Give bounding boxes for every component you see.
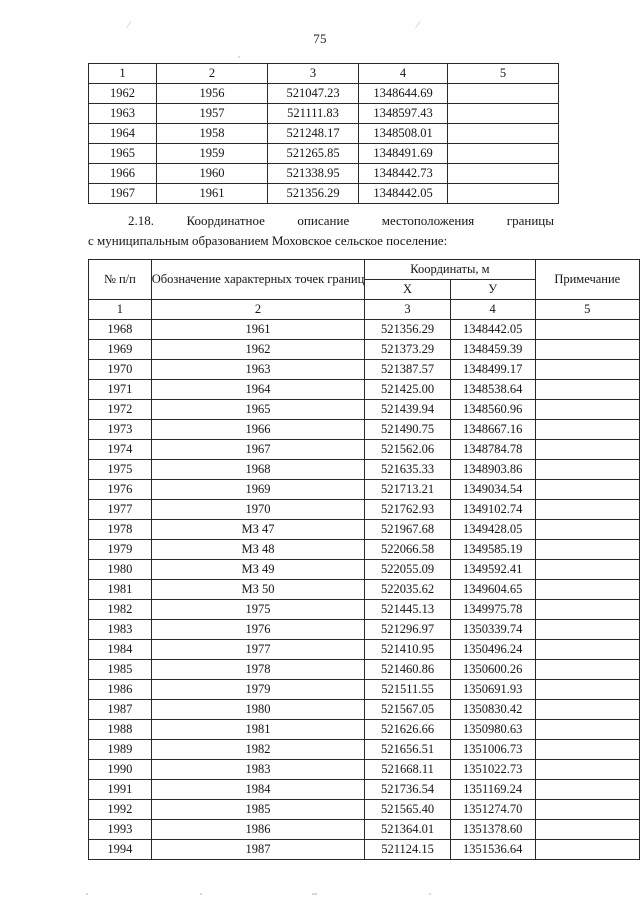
column-number-cell: 3 xyxy=(268,64,359,84)
paragraph-word: Координатное xyxy=(186,213,265,228)
coordinate-y: 1348442.05 xyxy=(359,184,448,204)
point-designation: 1979 xyxy=(151,680,365,700)
row-number: 1988 xyxy=(89,720,152,740)
row-number: 1977 xyxy=(89,500,152,520)
coordinate-x: 521713.21 xyxy=(365,480,451,500)
table-row xyxy=(89,184,559,204)
table-row xyxy=(89,620,640,640)
table-row xyxy=(89,580,640,600)
table-row xyxy=(89,164,559,184)
coordinate-y: 1349585.19 xyxy=(450,540,535,560)
scan-speck xyxy=(200,893,202,895)
table-row xyxy=(89,560,640,580)
point-designation: 1977 xyxy=(151,640,365,660)
coordinate-y: 1348491.69 xyxy=(359,144,448,164)
row-number: 1991 xyxy=(89,780,152,800)
table-row xyxy=(89,660,640,680)
row-number: 1989 xyxy=(89,740,152,760)
coordinate-x: 521356.29 xyxy=(268,184,359,204)
row-number: 1968 xyxy=(89,320,152,340)
coordinate-x: 521490.75 xyxy=(365,420,451,440)
header-row-primary xyxy=(89,260,640,280)
coordinate-y: 1350830.42 xyxy=(450,700,535,720)
note-cell xyxy=(535,560,639,580)
point-designation: 1962 xyxy=(151,340,365,360)
coordinate-x: 521567.05 xyxy=(365,700,451,720)
column-number-cell: 2 xyxy=(151,300,365,320)
point-designation: 1969 xyxy=(151,480,365,500)
paragraph-line-2: с муниципальным образованием Моховское сельское поселение: xyxy=(88,233,448,248)
point-designation: 1964 xyxy=(151,380,365,400)
note-cell xyxy=(535,740,639,760)
row-number: 1990 xyxy=(89,760,152,780)
note-cell xyxy=(448,84,559,104)
row-number: 1981 xyxy=(89,580,152,600)
row-number: 1974 xyxy=(89,440,152,460)
row-number: 1979 xyxy=(89,540,152,560)
row-number: 1967 xyxy=(89,184,157,204)
note-cell xyxy=(535,820,639,840)
note-cell xyxy=(535,800,639,820)
note-cell xyxy=(535,760,639,780)
table-row xyxy=(89,480,640,500)
column-number-cell: 1 xyxy=(89,300,152,320)
row-number: 1966 xyxy=(89,164,157,184)
table-row xyxy=(89,760,640,780)
point-designation: МЗ 47 xyxy=(151,520,365,540)
point-designation: 1961 xyxy=(151,320,365,340)
note-cell xyxy=(535,640,639,660)
table-row xyxy=(89,124,559,144)
coordinate-x: 521425.00 xyxy=(365,380,451,400)
table-row xyxy=(89,840,640,860)
coordinate-y: 1350980.63 xyxy=(450,720,535,740)
table-row xyxy=(89,320,640,340)
point-designation: 1956 xyxy=(157,84,268,104)
coordinate-x: 521265.85 xyxy=(268,144,359,164)
table-row xyxy=(89,700,640,720)
table-row xyxy=(89,340,640,360)
paragraph-word: описание xyxy=(297,213,350,228)
note-cell xyxy=(535,520,639,540)
coordinate-x: 521736.54 xyxy=(365,780,451,800)
coordinate-x: 521410.95 xyxy=(365,640,451,660)
row-number: 1975 xyxy=(89,460,152,480)
row-number: 1973 xyxy=(89,420,152,440)
section-paragraph xyxy=(88,211,554,251)
note-cell xyxy=(535,580,639,600)
coordinate-x: 521296.97 xyxy=(365,620,451,640)
point-designation: 1975 xyxy=(151,600,365,620)
point-designation: 1980 xyxy=(151,700,365,720)
point-designation: 1986 xyxy=(151,820,365,840)
table-header xyxy=(89,260,640,300)
table-row xyxy=(89,820,640,840)
note-cell xyxy=(535,400,639,420)
table-row xyxy=(89,104,559,124)
coordinate-x: 521635.33 xyxy=(365,460,451,480)
note-cell xyxy=(535,480,639,500)
point-designation: 1961 xyxy=(157,184,268,204)
note-cell xyxy=(535,780,639,800)
column-number-cell: 5 xyxy=(535,300,639,320)
header-x: X xyxy=(365,280,451,300)
table-row xyxy=(89,680,640,700)
paragraph-line-1 xyxy=(88,211,554,231)
coordinate-x: 521047.23 xyxy=(268,84,359,104)
table-row xyxy=(89,600,640,620)
note-cell xyxy=(535,360,639,380)
coordinate-y: 1350600.26 xyxy=(450,660,535,680)
note-cell xyxy=(535,600,639,620)
scan-artifact-right: ⁄ xyxy=(417,20,419,31)
coordinate-x: 521460.86 xyxy=(365,660,451,680)
row-number: 1984 xyxy=(89,640,152,660)
coordinate-y: 1351006.73 xyxy=(450,740,535,760)
point-designation: 1963 xyxy=(151,360,365,380)
coordinate-x: 521445.13 xyxy=(365,600,451,620)
coordinate-x: 521511.55 xyxy=(365,680,451,700)
point-designation: 1965 xyxy=(151,400,365,420)
note-cell xyxy=(535,380,639,400)
coordinate-x: 521248.17 xyxy=(268,124,359,144)
paragraph-word: границы xyxy=(506,213,554,228)
table-row xyxy=(89,800,640,820)
table-row xyxy=(89,720,640,740)
note-cell xyxy=(448,104,559,124)
table-row xyxy=(89,84,559,104)
coordinate-x: 521124.15 xyxy=(365,840,451,860)
table-row xyxy=(89,360,640,380)
note-cell xyxy=(448,164,559,184)
coordinate-y: 1350496.24 xyxy=(450,640,535,660)
point-designation: 1957 xyxy=(157,104,268,124)
row-number: 1978 xyxy=(89,520,152,540)
coordinate-x: 521762.93 xyxy=(365,500,451,520)
table-row xyxy=(89,780,640,800)
coordinate-y: 1350691.93 xyxy=(450,680,535,700)
row-number: 1992 xyxy=(89,800,152,820)
column-number-cell: 1 xyxy=(89,64,157,84)
coordinate-y: 1348508.01 xyxy=(359,124,448,144)
table-row xyxy=(89,420,640,440)
row-number: 1969 xyxy=(89,340,152,360)
coordinate-y: 1349428.05 xyxy=(450,520,535,540)
coordinate-y: 1348442.73 xyxy=(359,164,448,184)
coordinate-x: 521562.06 xyxy=(365,440,451,460)
row-number: 1982 xyxy=(89,600,152,620)
coordinate-y: 1351022.73 xyxy=(450,760,535,780)
coordinate-y: 1349102.74 xyxy=(450,500,535,520)
point-designation: 1960 xyxy=(157,164,268,184)
table-row xyxy=(89,740,640,760)
note-cell xyxy=(535,340,639,360)
column-number-cell: 4 xyxy=(450,300,535,320)
note-cell xyxy=(535,320,639,340)
note-cell xyxy=(535,720,639,740)
coordinate-x: 521656.51 xyxy=(365,740,451,760)
row-number: 1976 xyxy=(89,480,152,500)
row-number: 1971 xyxy=(89,380,152,400)
point-designation: 1982 xyxy=(151,740,365,760)
coordinate-x: 521373.29 xyxy=(365,340,451,360)
point-designation: 1959 xyxy=(157,144,268,164)
row-number: 1963 xyxy=(89,104,157,124)
note-cell xyxy=(448,184,559,204)
coordinate-y: 1348644.69 xyxy=(359,84,448,104)
coordinate-y: 1349592.41 xyxy=(450,560,535,580)
coordinate-x: 521356.29 xyxy=(365,320,451,340)
note-cell xyxy=(535,660,639,680)
scan-speck xyxy=(86,893,88,895)
note-cell xyxy=(535,540,639,560)
point-designation: 1966 xyxy=(151,420,365,440)
point-designation: 1981 xyxy=(151,720,365,740)
header-note: Примечание xyxy=(535,260,639,300)
point-designation: МЗ 50 xyxy=(151,580,365,600)
point-designation: 1984 xyxy=(151,780,365,800)
point-designation: МЗ 49 xyxy=(151,560,365,580)
coordinate-x: 522055.09 xyxy=(365,560,451,580)
note-cell xyxy=(535,620,639,640)
point-designation: 1958 xyxy=(157,124,268,144)
column-number-cell: 4 xyxy=(359,64,448,84)
point-designation: 1968 xyxy=(151,460,365,480)
row-number: 1986 xyxy=(89,680,152,700)
table-row xyxy=(89,460,640,480)
point-designation: 1983 xyxy=(151,760,365,780)
paragraph-word: местоположения xyxy=(381,213,475,228)
note-cell xyxy=(535,680,639,700)
note-cell xyxy=(535,840,639,860)
coordinate-y: 1350339.74 xyxy=(450,620,535,640)
page-number: 75 xyxy=(313,31,327,46)
table-row xyxy=(89,400,640,420)
note-cell xyxy=(448,144,559,164)
point-designation: 1978 xyxy=(151,660,365,680)
column-number-row xyxy=(89,64,559,84)
note-cell xyxy=(535,460,639,480)
row-number: 1972 xyxy=(89,400,152,420)
table-row xyxy=(89,540,640,560)
scan-artifact-left: ⁄ xyxy=(128,20,130,31)
note-cell xyxy=(535,440,639,460)
row-number: 1994 xyxy=(89,840,152,860)
column-number-cell: 2 xyxy=(157,64,268,84)
scan-speck xyxy=(312,893,317,895)
note-cell xyxy=(535,700,639,720)
coordinate-y: 1351169.24 xyxy=(450,780,535,800)
coordinate-y: 1348903.86 xyxy=(450,460,535,480)
table-row xyxy=(89,520,640,540)
table-row xyxy=(89,380,640,400)
coordinate-y: 1348538.64 xyxy=(450,380,535,400)
coordinate-y: 1351274.70 xyxy=(450,800,535,820)
coordinate-y: 1348667.16 xyxy=(450,420,535,440)
scan-speck xyxy=(429,893,431,895)
note-cell xyxy=(448,124,559,144)
point-designation: МЗ 48 xyxy=(151,540,365,560)
coordinate-x: 521626.66 xyxy=(365,720,451,740)
header-number: № п/п xyxy=(89,260,152,300)
scan-speck xyxy=(238,56,240,58)
row-number: 1983 xyxy=(89,620,152,640)
coordinate-y: 1349034.54 xyxy=(450,480,535,500)
row-number: 1962 xyxy=(89,84,157,104)
coordinate-y: 1348597.43 xyxy=(359,104,448,124)
header-coordinates: Координаты, м xyxy=(365,260,535,280)
table-row xyxy=(89,440,640,460)
header-y: У xyxy=(450,280,535,300)
note-cell xyxy=(535,420,639,440)
coordinate-y: 1348442.05 xyxy=(450,320,535,340)
column-number-cell: 5 xyxy=(448,64,559,84)
coordinate-x: 521439.94 xyxy=(365,400,451,420)
note-cell xyxy=(535,500,639,520)
coordinate-x: 521387.57 xyxy=(365,360,451,380)
coordinate-y: 1349975.78 xyxy=(450,600,535,620)
coordinate-y: 1348560.96 xyxy=(450,400,535,420)
table-body xyxy=(89,64,559,204)
coordinate-x: 521967.68 xyxy=(365,520,451,540)
point-designation: 1976 xyxy=(151,620,365,640)
coordinate-y: 1348459.39 xyxy=(450,340,535,360)
row-number: 1987 xyxy=(89,700,152,720)
row-number: 1965 xyxy=(89,144,157,164)
coordinate-x: 521338.95 xyxy=(268,164,359,184)
point-designation: 1970 xyxy=(151,500,365,520)
point-designation: 1985 xyxy=(151,800,365,820)
row-number: 1970 xyxy=(89,360,152,380)
table-row xyxy=(89,640,640,660)
row-number: 1993 xyxy=(89,820,152,840)
table-body xyxy=(89,300,640,860)
coordinate-y: 1351536.64 xyxy=(450,840,535,860)
coordinate-x: 522066.58 xyxy=(365,540,451,560)
table-row xyxy=(89,500,640,520)
coordinate-x: 521668.11 xyxy=(365,760,451,780)
column-number-cell: 3 xyxy=(365,300,451,320)
row-number: 1964 xyxy=(89,124,157,144)
coordinate-x: 521111.83 xyxy=(268,104,359,124)
coordinate-y: 1349604.65 xyxy=(450,580,535,600)
row-number: 1980 xyxy=(89,560,152,580)
coordinate-x: 521565.40 xyxy=(365,800,451,820)
coordinate-x: 522035.62 xyxy=(365,580,451,600)
coordinate-x: 521364.01 xyxy=(365,820,451,840)
row-number: 1985 xyxy=(89,660,152,680)
point-designation: 1987 xyxy=(151,840,365,860)
column-number-row xyxy=(89,300,640,320)
header-point-designation: Обозначение характерных точек границ xyxy=(151,260,365,300)
coordinates-table-continued xyxy=(88,63,559,204)
section-number: 2.18. xyxy=(128,213,154,228)
coordinate-y: 1348784.78 xyxy=(450,440,535,460)
coordinates-table-main xyxy=(88,259,640,860)
coordinate-y: 1351378.60 xyxy=(450,820,535,840)
coordinate-y: 1348499.17 xyxy=(450,360,535,380)
table-row xyxy=(89,144,559,164)
point-designation: 1967 xyxy=(151,440,365,460)
